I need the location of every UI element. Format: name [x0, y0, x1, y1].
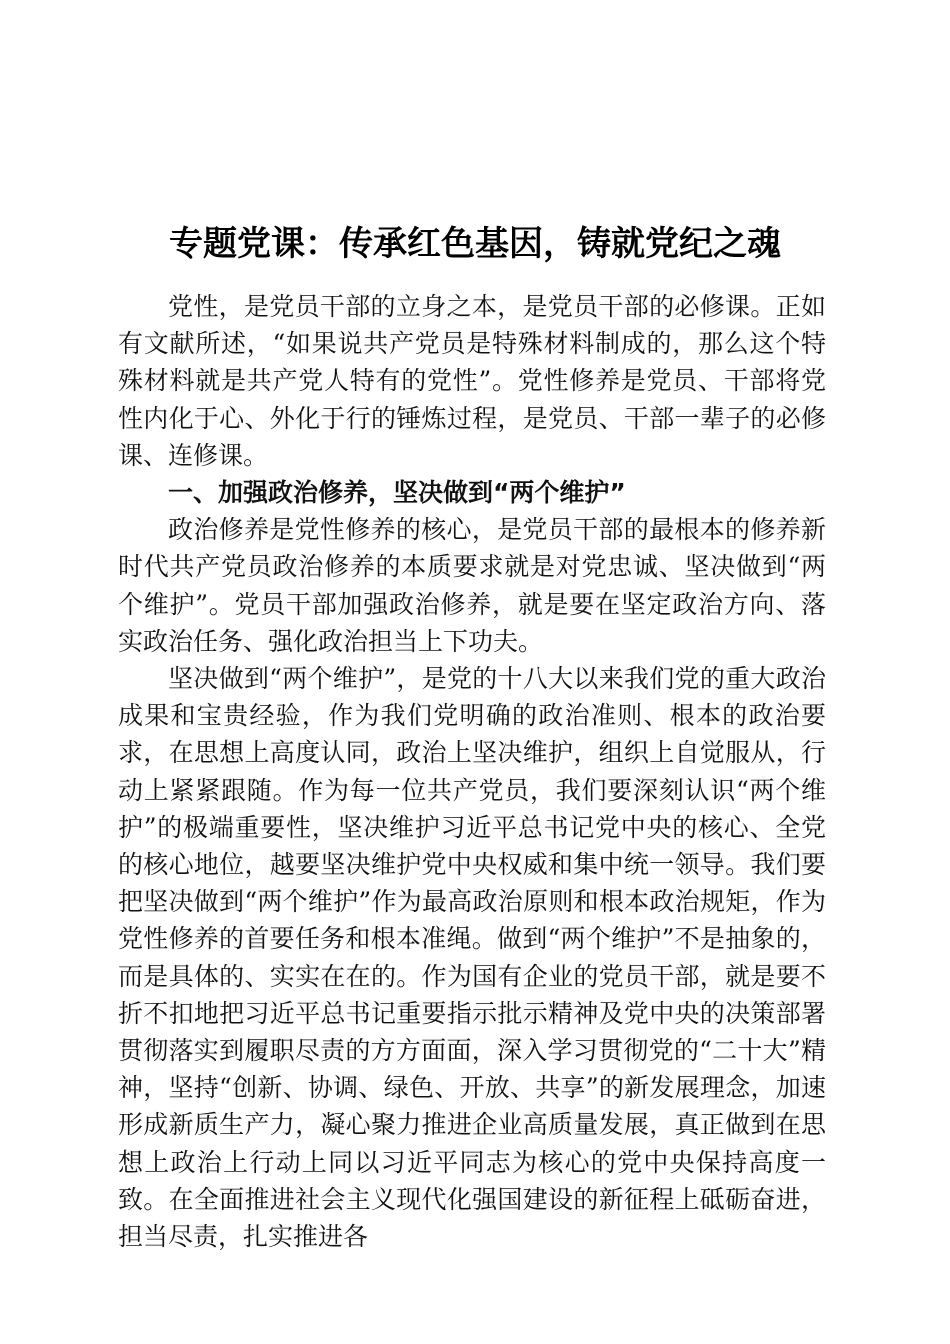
- section-1-paragraph-1: 政治修养是党性修养的核心，是党员干部的最根本的修养新时代共产党员政治修养的本质要求就是对党忠诚、坚决做到“两个维护”。党员干部加强政治修养，就是要在坚定政治方向、落实政治任务、强化政治担当上下功夫。: [118, 515, 826, 656]
- section-1-paragraph-2: 坚决做到“两个维护”，是党的十八大以来我们党的重大政治成果和宝贵经验，作为我们党明确的政治准则、根本的政治要求，在思想上高度认同，政治上坚决维护，组织上自觉服从，行动上紧紧跟随。作为每一位共产党员，我们要深刻认识“两个维护”的极端重要性，坚决维护习近平总书记党中央的核心、全党的核心地位，越要坚决维护党中央权威和集中统一领导。我们要把坚决做到“两个维护”作为最高政治原则和根本政治规矩，作为党性修养的首要任务和根本准绳。做到“两个维护”不是抽象的，而是具体的、实实在在的。作为国有企业的党员干部，就是要不折不扣地把习近平总书记重要指示批示精神及党中央的决策部署贯彻落实到履职尽责的方方面面，深入学习贯彻党的“二十大”精神，坚持“创新、协调、绿色、开放、共享”的新发展理念，加速形成新质生产力，凝心聚力推进企业高质量发展，真正做到在思想上政治上行动上同以习近平同志为核心的党中央保持高度一致。在全面推进社会主义现代化强国建设的新征程上砥砺奋进，担当尽责，扎实推进各: [118, 664, 826, 1252]
- document-body: [118, 288, 826, 1255]
- intro-paragraph: 党性，是党员干部的立身之本，是党员干部的必修课。正如有文献所述，“如果说共产党员是特殊材料制成的，那么这个特殊材料就是共产党人特有的党性”。党性修养是党员、干部将党性内化于心、外化于行的锤炼过程，是党员、干部一辈子的必修课、连修课。: [118, 292, 826, 470]
- document-title: 专题党课：传承红色基因，铸就党纪之魂: [169, 223, 781, 264]
- section-heading-1: 一、加强政治修养，坚决做到“两个维护”: [168, 478, 626, 508]
